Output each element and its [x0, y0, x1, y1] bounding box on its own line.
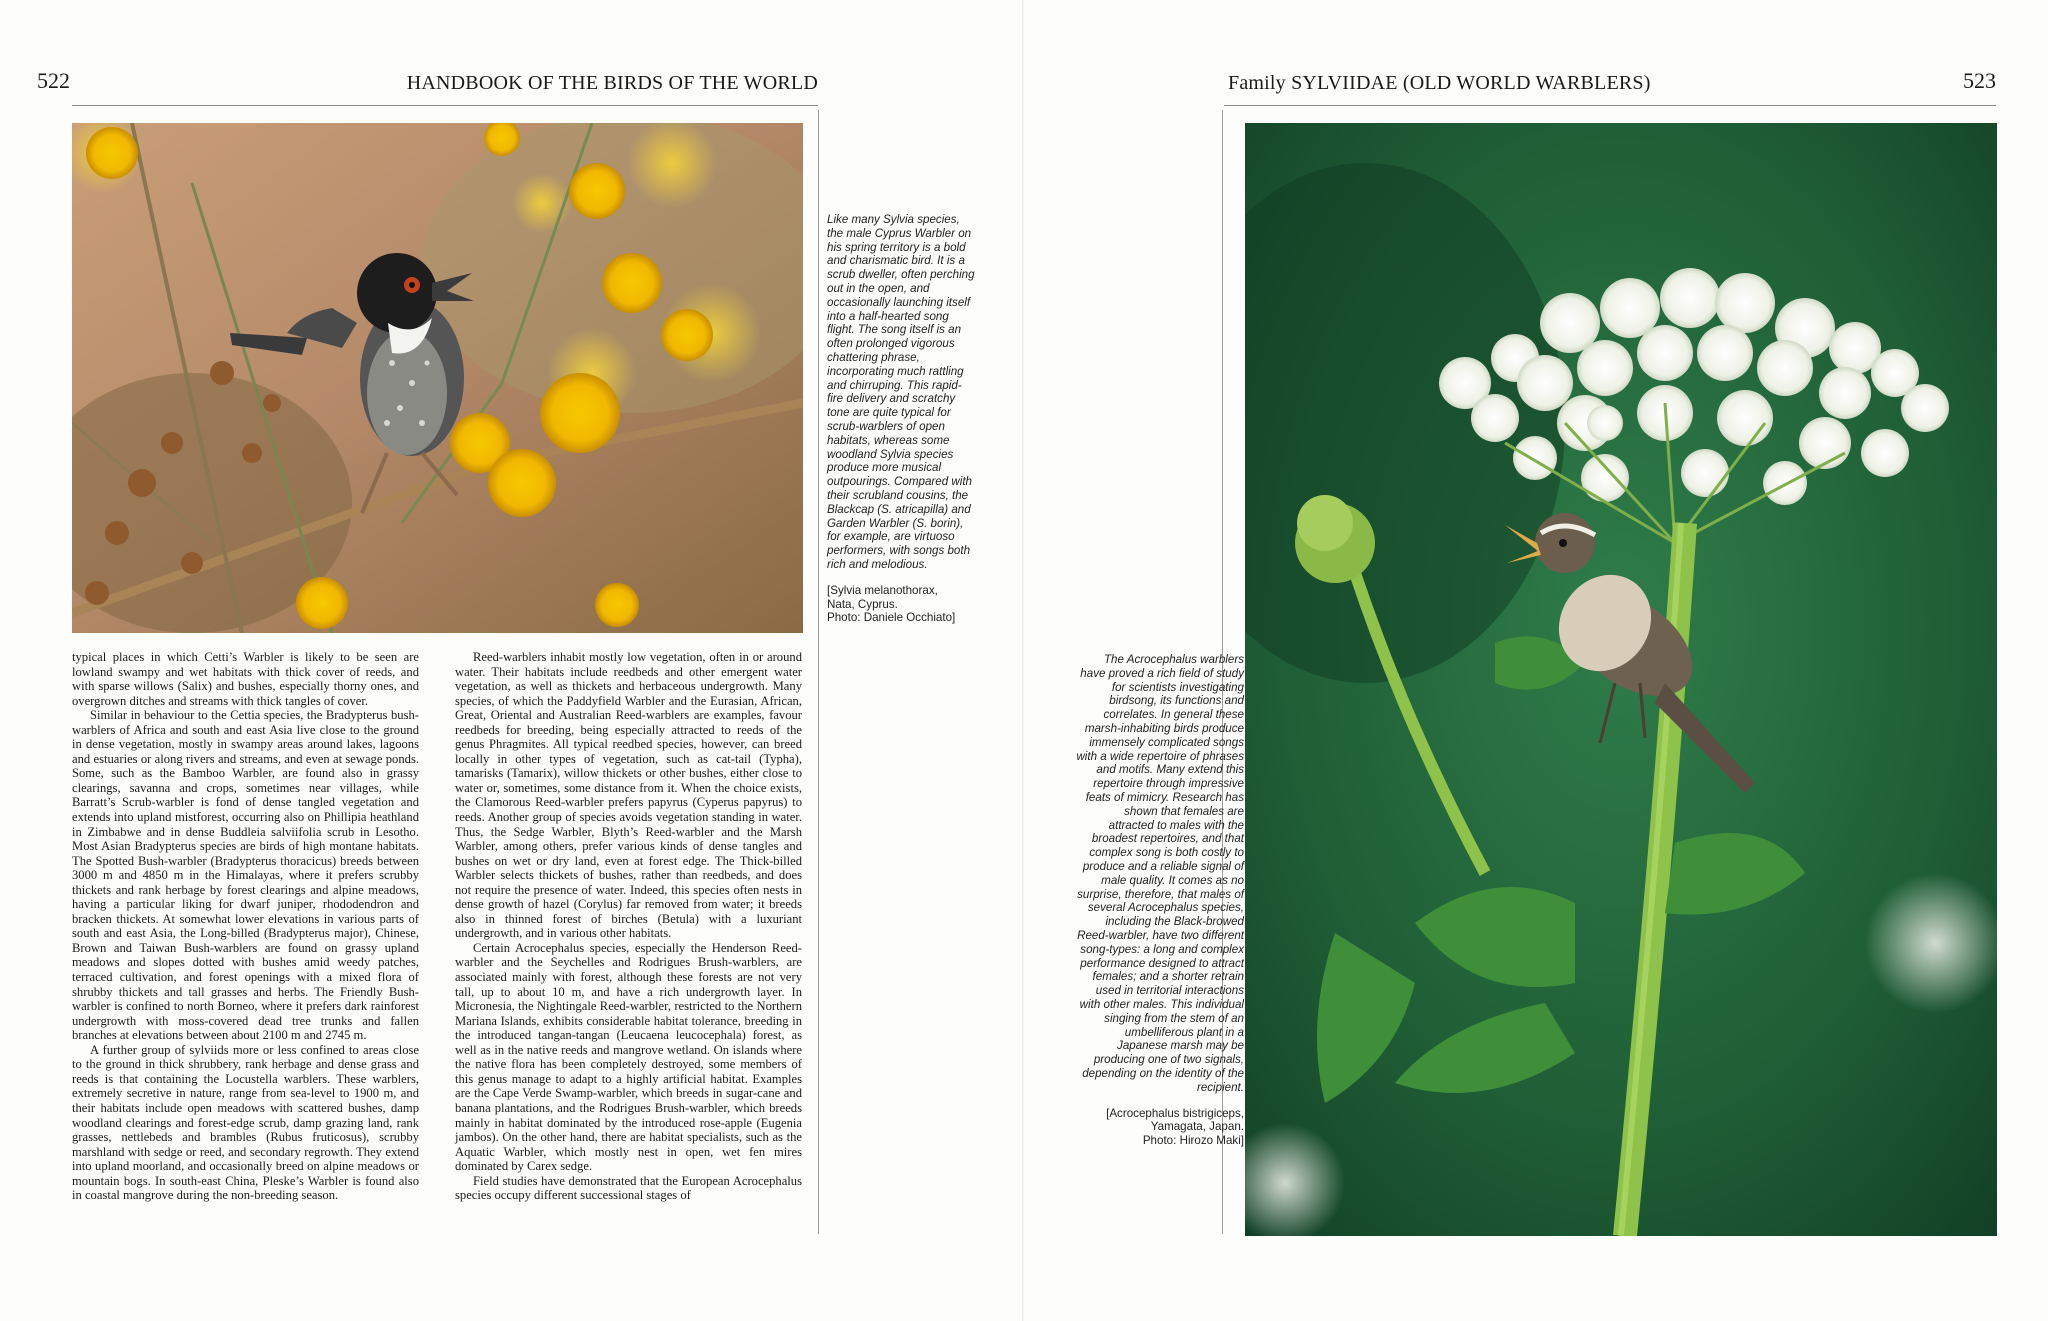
page-number-left: 522 [37, 68, 70, 93]
header-rule-left [72, 105, 818, 106]
reed-warbler-photo [1245, 123, 1997, 1236]
column-divider-left [818, 110, 819, 1234]
credit-photographer: Photo: Hirozo Maki] [1142, 1134, 1244, 1148]
text-column-1 [72, 650, 419, 1203]
cyprus-warbler-caption [827, 213, 975, 625]
running-head-right: Family SYLVIIDAE (OLD WORLD WARBLERS) [1228, 72, 1651, 94]
caption-credit [827, 584, 975, 625]
running-head-left: HANDBOOK OF THE BIRDS OF THE WORLD [406, 72, 818, 94]
paragraph: typical places in which Cetti’s Warbler is likely to be seen are lowland swampy and wet habitats with thick cover of reeds, and with sparse willows (Salix) and bushes, especially thorny ones, and overgrown ditches and streams with thick tangles of cover. [72, 650, 419, 708]
right-page [1024, 0, 2048, 1321]
page-number-right: 523 [1963, 68, 1996, 93]
reed-warbler-caption [1076, 653, 1244, 1148]
cyprus-warbler-photo [72, 123, 803, 633]
paragraph: Reed-warblers inhabit mostly low vegetation, often in or around water. Their habitats include reedbeds and other emergent water vegetation, as well as thickets and herbaceous undergrowth. Many species, of which the Paddyfield Warbler and the Eurasian, African, Great, Oriental and Australian Reed-warblers are examples, favour reedbeds for breeding, being especially attracted to reeds of the genus Phragmites. All typical reedbed species, however, can breed locally in other types of vegetation, such as cat-tail (Typha), tamarisks (Tamarix), willow thickets or other bushes, either close to water or, sometimes, some distance from it. When the choice exists, the Clamorous Reed-warbler prefers papyrus (Cyperus papyrus) to reeds. Another group of species avoids vegetation standing in water. Thus, the Sedge Warbler, Blyth’s Reed-warbler and the Marsh Warbler, among others, prefer various kinds of dense tangles and bushes on wet or dry land, even at forest edge. The Thick-billed Warbler selects thickets of bushes, rather than reedbeds, and does not require the presence of water. Indeed, this species often nests in dense growth of hazel (Corylus) far removed from water; it breeds also in thinned forest of birches (Betula) with a luxuriant undergrowth, and in various other habitats. [455, 650, 802, 941]
credit-species: [Acrocephalus bistrigiceps, [1106, 1106, 1244, 1120]
credit-photographer: Photo: Daniele Occhiato] [827, 611, 956, 625]
paragraph: A further group of sylviids more or less confined to areas close to the ground in thick shrubbery, rank herbage and dense grass and reeds is that containing the Locustella warblers. These warblers, extremely secretive in nature, range from sea-level to 1900 m, and their habitats include open meadows with scattered bushes, damp woodland clearings and forest-edge scrub, damp grazing land, rank grasses, nettlebeds and brambles (Rubus fruticosus), scrubby marshland with sedge or reed, and secondary regrowth. They extend into upland moorland, and occasionally breed on alpine meadows or mountain bogs. In south-east China, Pleske’s Warbler is found also in coastal mangrove during the non-breeding season. [72, 1042, 419, 1203]
credit-species: [Sylvia melanothorax, [827, 583, 938, 597]
header-rule-right [1224, 105, 1996, 106]
credit-location: Yamagata, Japan. [1150, 1120, 1244, 1134]
caption-credit [1076, 1107, 1244, 1148]
caption-text: The Acrocephalus warblers have proved a rich field of study for scientists investigating birdsong, its functions and correlates. In general these marsh-inhabiting birds produce immensely complicated songs with a wide repertoire of phrases and motifs. Many extend this repertoire through impressive feats of mimicry. Research has shown that females are attracted to males with the broadest repertoires, and that complex song is both costly to produce and a reliable signal of male quality. It comes as no surprise, therefore, that males of several Acrocephalus species, including the Black-browed Reed-warbler, have two different song-types: a long and complex performance designed to attract females; and a shorter retrain used in territorial interactions with other males. This individual singing from the stem of an umbelliferous plant in a Japanese marsh may be producing one of two signals, depending on the identity of the recipient. [1076, 653, 1244, 1094]
credit-location: Nata, Cyprus. [827, 597, 898, 611]
caption-text: Like many Sylvia species, the male Cyprus Warbler on his spring territory is a bold and charismatic bird. It is a scrub dweller, often perching out in the open, and occasionally launching itself into a half-hearted song flight. The song itself is an often prolonged vigorous chattering phrase, incorporating much rattling and chirruping. This rapid-fire delivery and scratchy tone are quite typical for scrub-warblers of open habitats, whereas some woodland Sylvia species produce more musical outpourings. Compared with their scrubland cousins, the Blackcap (S. atricapilla) and Garden Warbler (S. borin), for example, are virtuoso performers, with songs both rich and melodious. [827, 213, 975, 571]
paragraph: Field studies have demonstrated that the European Acrocephalus species occupy different successional stages of [455, 1173, 802, 1203]
text-column-2 [455, 650, 802, 1203]
paragraph: Certain Acrocephalus species, especially the Henderson Reed-warbler and the Seychelles and Rodrigues Brush-warblers, are associated mainly with forest, although these forests are not very tall, up to about 10 m, and have a rich undergrowth layer. In Micronesia, the Nightingale Reed-warbler, restricted to the Northern Mariana Islands, exhibits considerable habitat tolerance, breeding in the introduced tangan-tangan (Leucaena leucocephala) forest, as well as in the native reeds and mangrove wetland. On islands where the native flora has been completely destroyed, some members of this genus manage to adapt to a highly artificial habitat. Examples are the Cape Verde Swamp-warbler, which breeds in sugar-cane and banana plantations, and the Rodrigues Brush-warbler, which breeds mainly in habitat dominated by the introduced rose-apple (Eugenia jambos). On the other hand, there are habitat specialists, such as the Aquatic Warbler, which mostly nest in open, wet fen mires dominated by Carex sedge. [455, 940, 802, 1174]
paragraph: Similar in behaviour to the Cettia species, the Bradypterus bush-warblers of Africa and south and east Asia live close to the ground in dense vegetation, mostly in swampy areas around lakes, lagoons and estuaries or along rivers and streams, and even at sewage ponds. Some, such as the Bamboo Warbler, are found also in grassy clearings, savanna and crops, sometimes near villages, while Barratt’s Scrub-warbler is fond of dense tangled vegetation and extends into upland mistforest, occurring also on Phillipia heathland in Zimbabwe and in dense Buddleia salviifolia scrub in Lesotho. Most Asian Bradypterus species are birds of high montane habitats. The Spotted Bush-warbler (Bradypterus thoracicus) breeds between 3000 m and 4850 m in the Himalayas, where it prefers scrubby thickets and rank herbage by forest clearings and alpine meadows, having a particular liking for dwarf juniper, rhododendron and bracken thickets. At somewhat lower elevations in various parts of south and east Asia, the Long-billed (Bradypterus major), Chinese, Brown and Taiwan Bush-warblers are found on grassy upland meadows and slopes dotted with bushes amid weedy patches, terraced cultivation, and forest openings with a mixed flora of shrubby thickets and tall grasses and herbs. The Friendly Bush-warbler is confined to north Borneo, where it prefers dark rainforest undergrowth with moss-covered dead tree trunks and fallen branches at elevations between about 2100 m and 2745 m. [72, 708, 419, 1043]
